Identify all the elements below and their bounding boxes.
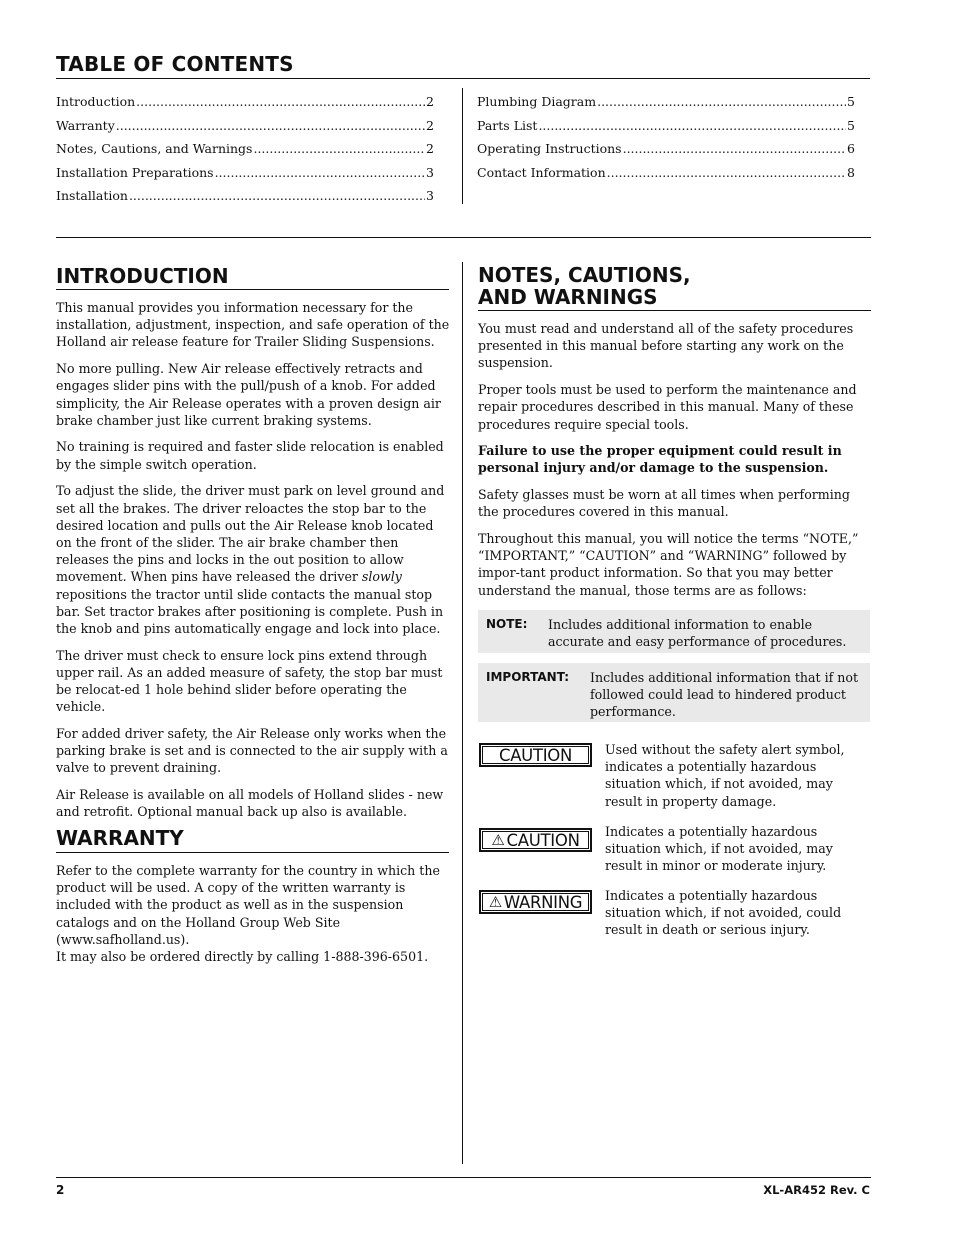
toc-entry-contact-information[interactable]: Contact Information ..... 8 [477,163,855,187]
intro-paragraph: For added driver safety, the Air Release only works when the parking brake is set and is connected to the air supply with a valve to prevent draining. [56,725,448,776]
toc-left-column [56,92,434,210]
caution-sign-alert: ⚠ CAUTION [479,828,592,852]
notes-paragraph: You must read and understand all of the safety procedures presented in this manual before starting any work on the suspension. [478,321,854,371]
note-tag: NOTE: [486,617,528,631]
intro-paragraph: Air Release is available on all models of Holland slides - new and retrofit. Optional manual back up also is available. [56,787,444,820]
notes-body [478,320,870,608]
introduction-rule [56,289,449,290]
section-rule [56,237,871,238]
toc-title: TABLE OF CONTENTS [56,52,294,76]
intro-paragraph: The driver must check to ensure lock pins extend through upper rail. As an added measure of safety, the stop bar must be relocat-ed 1 hole behind slider before operating the vehicle. [56,647,443,715]
warranty-phone-line: It may also be ordered directly by calling 1-888-396-6501. [56,949,429,965]
caution-sign-plain: CAUTION [479,743,592,767]
warning-triangle-icon: ⚠ [488,893,502,911]
column-divider [462,262,463,1164]
warranty-heading: WARRANTY [56,826,184,850]
toc-rule [56,78,870,79]
important-text: Includes additional information that if not followed could lead to hindered product performance. [590,670,859,720]
caution-plain-description: Used without the safety alert symbol, indicates a potentially hazardous situation which, if not avoided, may result in property damage. [605,742,845,809]
toc-entry-introduction[interactable]: Introduction ..... 2 [56,92,434,116]
notes-bold-paragraph: Failure to use the proper equipment could result in personal injury and/or damage to the suspension. [478,443,842,476]
intro-paragraph: No training is required and faster slide relocation is enabled by the simple switch operation. [56,439,444,472]
important-box [478,663,870,722]
notes-paragraph: Proper tools must be used to perform the maintenance and repair procedures described in this manual. Many of these procedures require special tools. [478,382,857,432]
intro-paragraph: No more pulling. New Air release effectively retracts and engages slider pins with the pull/push of a knob. For added simplicity, the Air Release operates with a proven design air brake chamber just like current braking systems. [56,361,441,428]
toc-entry-warranty[interactable]: Warranty ..... 2 [56,116,434,140]
toc-entry-installation[interactable]: Installation ..... 3 [56,186,434,210]
introduction-body [56,299,452,830]
notes-heading: NOTES, CAUTIONS, AND WARNINGS [478,263,691,309]
important-tag: IMPORTANT: [486,670,570,684]
toc-divider [462,88,463,204]
notes-paragraph: Throughout this manual, you will notice the terms “NOTE,” “IMPORTANT,” “CAUTION” and “WARNING” followed by impor-tant product information. So that you may better understand the manual, those terms are as follows: [478,531,859,598]
page-number: 2 [56,1183,65,1197]
intro-paragraph: This manual provides you information necessary for the installation, adjustment, inspection, and safe operation of the Holland air release feature for Trailer Sliding Suspensions. [56,300,450,350]
footer-rule [56,1177,871,1178]
toc-entry-parts-list[interactable]: Parts List ..... 5 [477,116,855,140]
toc-entry-installation-preparations[interactable]: Installation Preparations ..... 3 [56,163,434,187]
toc-entry-notes[interactable]: Notes, Cautions, and Warnings ..... 2 [56,139,434,163]
note-box [478,610,870,653]
warranty-body [56,862,452,965]
introduction-heading: INTRODUCTION [56,264,229,288]
caution-alert-description: Indicates a potentially hazardous situation which, if not avoided, may result in minor or moderate injury. [605,824,833,874]
toc-entry-plumbing-diagram[interactable]: Plumbing Diagram ..... 5 [477,92,855,116]
warranty-paragraph: Refer to the complete warranty for the country in which the product will be used. A copy of the written warranty is included with the product as well as in the suspension catalogs and on the Holland Group Web Site (www.safholland.us). [56,863,440,947]
intro-paragraph: To adjust the slide, the driver must park on level ground and set all the brakes. The driver reloactes the stop bar to the desired location and pulls out the Air Release knob located on the front of the slider. The air brake chamber then releases the pins and locks in the out position to allow movement. When pins have released the driver slowly repositions the tractor until slide contacts the manual stop bar. Set tractor brakes after positioning is complete. Push in the knob and pins automatically engage and lock into place. [56,483,445,636]
warranty-rule [56,852,449,853]
document-id: XL-AR452 Rev. C [763,1183,870,1197]
notes-rule [478,310,871,311]
warning-triangle-icon: ⚠ [491,831,505,849]
toc-entry-operating-instructions[interactable]: Operating Instructions ..... 6 [477,139,855,163]
toc-right-column [477,92,855,186]
warning-description: Indicates a potentially hazardous situation which, if not avoided, could result in death or serious injury. [605,888,842,938]
note-text: Includes additional information to enable accurate and easy performance of procedures. [548,617,847,650]
warning-sign: ⚠ WARNING [479,890,592,914]
notes-paragraph: Safety glasses must be worn at all times when performing the procedures covered in this manual. [478,487,850,520]
